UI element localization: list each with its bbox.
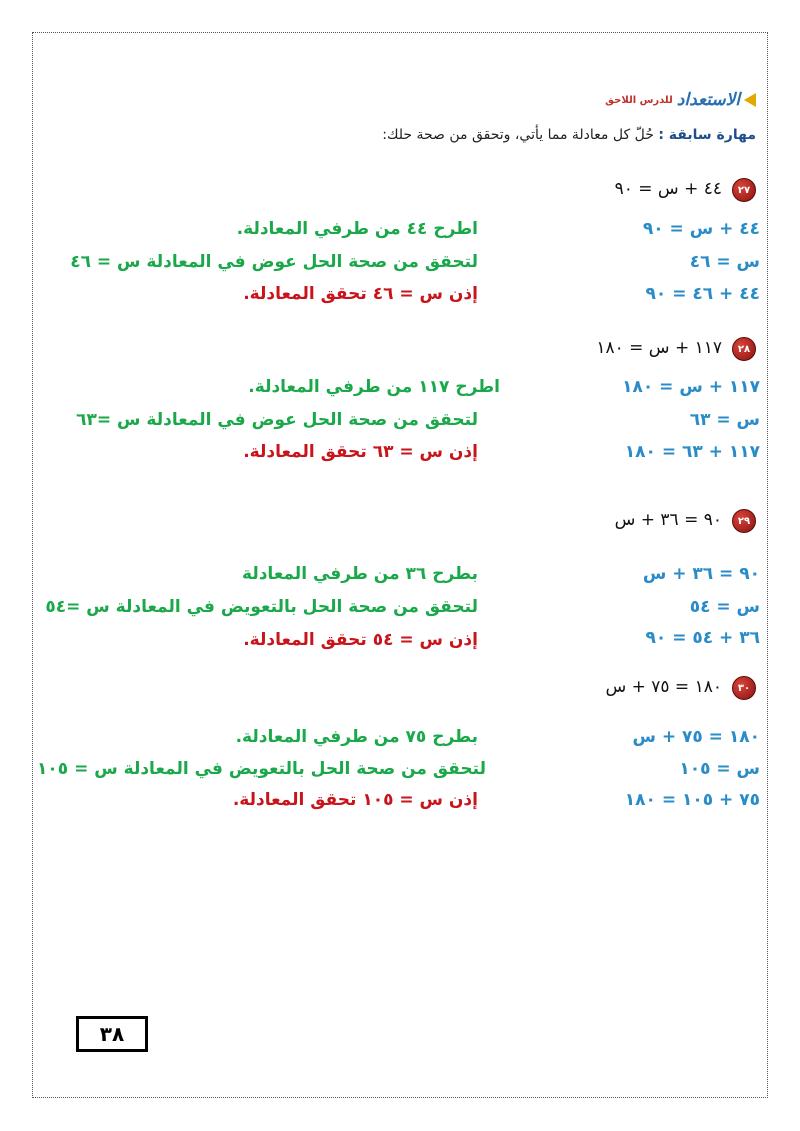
problem-number-badge: ٢٧ <box>732 178 756 202</box>
skill-instruction-line <box>382 127 756 143</box>
solution-step: ١١٧ + ٦٣ = ١٨٠ <box>624 442 760 462</box>
problem-equation: ١٨٠ = ٧٥ + س <box>605 677 722 697</box>
solution-note: بطرح ٣٦ من طرفي المعادلة <box>242 564 478 584</box>
skill-label: مهارة سابقة : <box>658 127 756 143</box>
solution-conclusion: إذن س = ٥٤ تحقق المعادلة. <box>243 630 478 650</box>
solution-step: ٤٤ + س = ٩٠ <box>642 219 760 239</box>
solution-note: لتحقق من صحة الحل عوض في المعادلة س = ٤٦ <box>70 252 478 272</box>
solution-step: ٤٤ + ٤٦ = ٩٠ <box>645 284 760 304</box>
solution-step: ٣٦ + ٥٤ = ٩٠ <box>645 628 760 648</box>
solution-step: س = ٤٦ <box>689 252 760 272</box>
header-title: الاستعداد <box>676 90 740 110</box>
solution-step: س = ٦٣ <box>689 410 760 430</box>
solution-note: اطرح ١١٧ من طرفي المعادلة. <box>248 377 500 397</box>
skill-instruction: حُلّ كل معادلة مما يأتي، وتحقق من صحة حلك: <box>382 127 654 143</box>
problem-equation: ١١٧ + س = ١٨٠ <box>596 338 722 358</box>
header-subtitle: للدرس اللاحق <box>605 94 673 106</box>
solution-conclusion: إذن س = ١٠٥ تحقق المعادلة. <box>232 790 478 810</box>
solution-note: لتحقق من صحة الحل بالتعويض في المعادلة س =٥٤ <box>45 597 478 617</box>
solution-note: لتحقق من صحة الحل عوض في المعادلة س =٦٣ <box>76 410 478 430</box>
solution-step: ١٨٠ = ٧٥ + س <box>632 727 760 747</box>
solution-conclusion: إذن س = ٤٦ تحقق المعادلة. <box>243 284 478 304</box>
solution-step: س = ٥٤ <box>689 597 760 617</box>
solution-conclusion: إذن س = ٦٣ تحقق المعادلة. <box>243 442 478 462</box>
problem-number-badge: ٢٩ <box>732 509 756 533</box>
problem-number-badge: ٢٨ <box>732 337 756 361</box>
page-number: ٣٨ <box>99 1022 125 1046</box>
section-header <box>605 90 756 110</box>
solution-step: ٧٥ + ١٠٥ = ١٨٠ <box>624 790 760 810</box>
solution-step: ١١٧ + س = ١٨٠ <box>622 377 760 397</box>
solution-step: ٩٠ = ٣٦ + س <box>642 564 760 584</box>
solution-step: س = ١٠٥ <box>679 759 760 779</box>
solution-note: اطرح ٤٤ من طرفي المعادلة. <box>236 219 478 239</box>
solution-note: لتحقق من صحة الحل بالتعويض في المعادلة س = ١٠٥ <box>37 759 486 779</box>
problem-equation: ٤٤ + س = ٩٠ <box>614 179 722 199</box>
triangle-arrow-icon <box>744 93 756 107</box>
problem-number-badge: ٣٠ <box>732 676 756 700</box>
problem-equation: ٩٠ = ٣٦ + س <box>614 510 722 530</box>
page-number-box <box>76 1016 148 1052</box>
solution-note: بطرح ٧٥ من طرفي المعادلة. <box>235 727 478 747</box>
